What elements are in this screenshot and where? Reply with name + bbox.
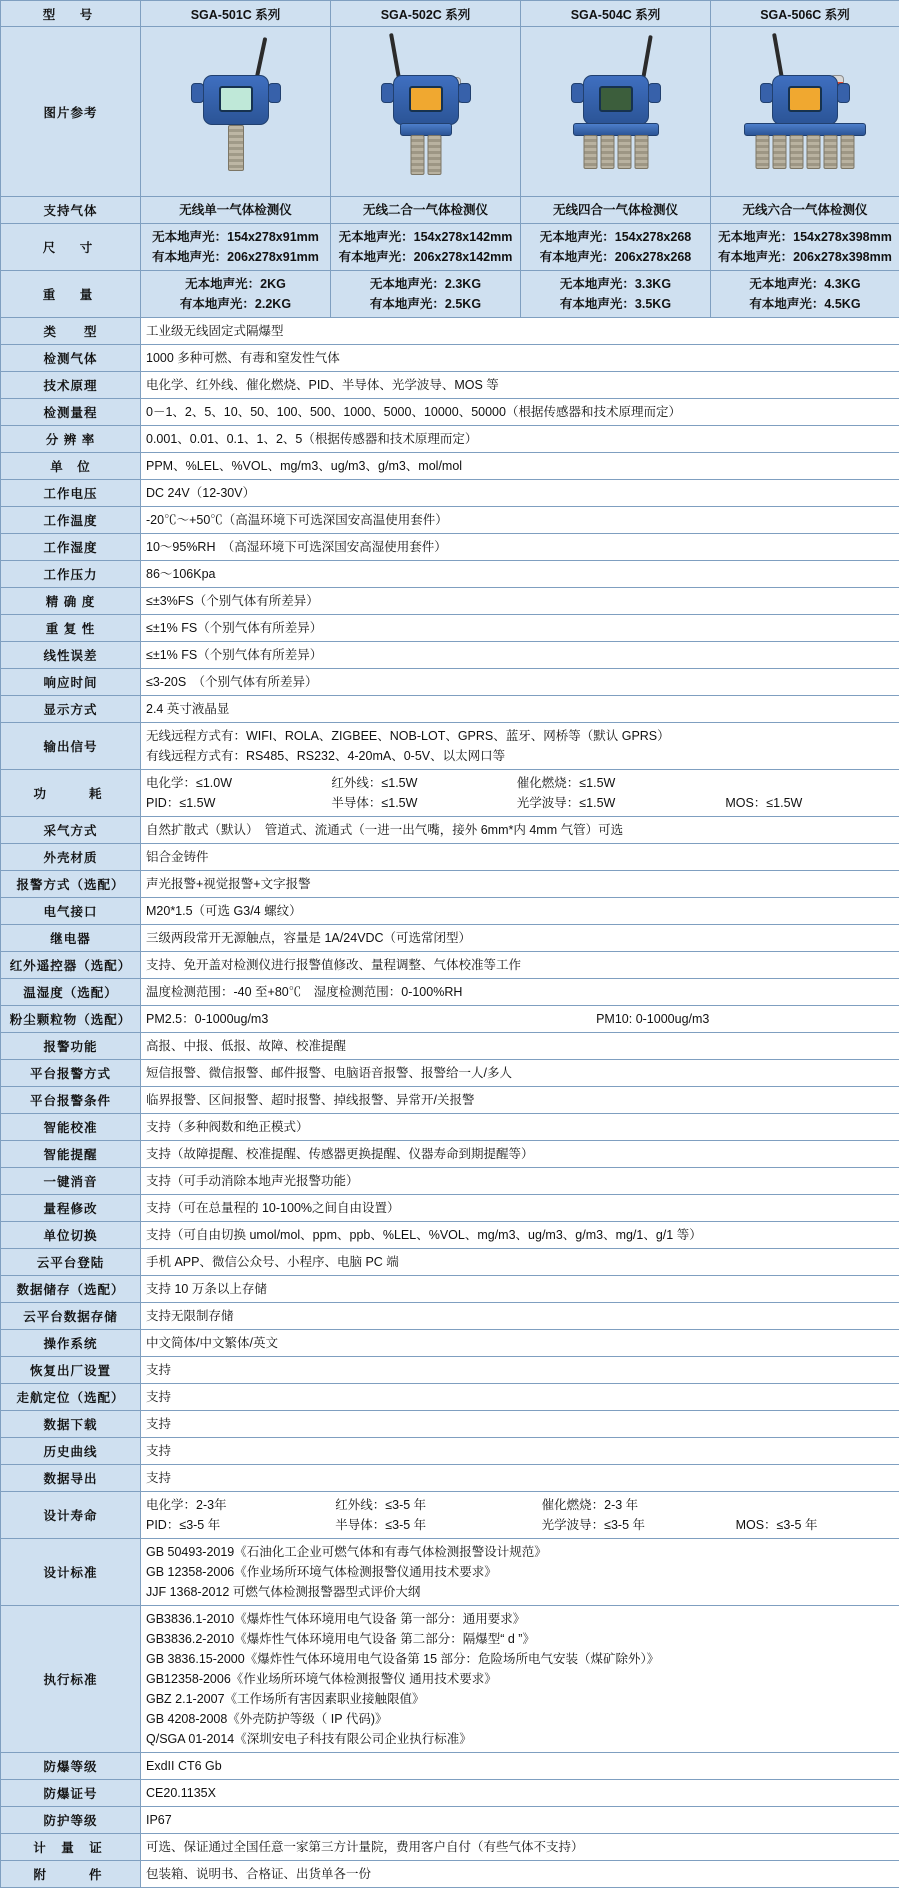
display-screen (599, 86, 633, 112)
row-value-detect-gas: 1000 多种可燃、有毒和窒发性气体 (141, 345, 899, 372)
table-row-mobile-positioning (1, 1384, 899, 1411)
enclosure-body (772, 75, 838, 125)
table-row-alarm-function (1, 1033, 899, 1060)
life-catalytic: 催化燃烧：2-3 年 (542, 1495, 736, 1515)
table-row-repeatability (1, 615, 899, 642)
table-row-platform-alarm-mode (1, 1060, 899, 1087)
enclosure-body (583, 75, 649, 125)
row-label-ip-rating: 防护等级 (1, 1807, 141, 1834)
row-value-data-export: 支持 (141, 1465, 899, 1492)
table-row-design-standard (1, 1539, 899, 1606)
row-label-accessories: 附 件 (1, 1861, 141, 1888)
size-with-alarm: 有本地声光：206x278x268 (526, 247, 705, 267)
table-row-ex-certificate (1, 1780, 899, 1807)
table-row-ir-remote (1, 952, 899, 979)
weight-without-alarm: 无本地声光：2.3KG (336, 274, 515, 294)
row-label-alarm-function: 报警功能 (1, 1033, 141, 1060)
product-image-501c (141, 27, 331, 197)
row-label-size: 尺 寸 (1, 224, 141, 271)
product-image-502c (331, 27, 521, 197)
table-row-sampling (1, 817, 899, 844)
row-label-dust: 粉尘颗粒物（选配） (1, 1006, 141, 1033)
display-screen (788, 86, 822, 112)
weight-value-502c (331, 271, 521, 318)
table-row-voltage (1, 480, 899, 507)
table-row-cloud-login (1, 1249, 899, 1276)
model-504c: SGA-504C 系列 (521, 1, 711, 27)
row-label-image-reference: 图片参考 (1, 27, 141, 197)
row-label-type: 类 型 (1, 318, 141, 345)
weight-without-alarm: 无本地声光：3.3KG (526, 274, 705, 294)
table-row-size (1, 224, 899, 271)
weight-value-506c (711, 271, 899, 318)
row-label-metrology-certificate: 计 量 证 (1, 1834, 141, 1861)
row-value-alarm-mode: 声光报警+视觉报警+文字报警 (141, 871, 899, 898)
row-value-mobile-positioning: 支持 (141, 1384, 899, 1411)
row-label-sampling: 采气方式 (1, 817, 141, 844)
power-catalytic: 催化燃烧：≤1.5W (517, 773, 726, 793)
table-row-temperature (1, 507, 899, 534)
life-optical: 光学波导：≤3-5 年 (542, 1515, 736, 1535)
model-501c: SGA-501C 系列 (141, 1, 331, 27)
table-row-unit-switch (1, 1222, 899, 1249)
table-row-housing (1, 844, 899, 871)
row-value-smart-reminder: 支持（故障提醒、校准提醒、传感器更换提醒、仪器寿命到期提醒等） (141, 1141, 899, 1168)
row-label-resolution: 分 辨 率 (1, 426, 141, 453)
power-optical: 光学波导：≤1.5W (517, 793, 726, 813)
row-label-accuracy: 精 确 度 (1, 588, 141, 615)
size-without-alarm: 无本地声光：154x278x142mm (336, 227, 515, 247)
table-row-weight (1, 271, 899, 318)
table-row-unit (1, 453, 899, 480)
weight-with-alarm: 有本地声光：4.5KG (716, 294, 894, 314)
row-label-ex-rating: 防爆等级 (1, 1753, 141, 1780)
power-semiconductor: 半导体：≤1.5W (331, 793, 516, 813)
row-value-pressure: 86～106Kpa (141, 561, 899, 588)
table-row-data-download (1, 1411, 899, 1438)
row-label-mobile-positioning: 走航定位（选配） (1, 1384, 141, 1411)
row-label-pressure: 工作压力 (1, 561, 141, 588)
row-label-response-time: 响应时间 (1, 669, 141, 696)
row-value-data-download: 支持 (141, 1411, 899, 1438)
dust-pm25: PM2.5：0-1000ug/m3 (146, 1009, 596, 1029)
row-value-electrical-interface: M20*1.5（可选 G3/4 螺纹） (141, 898, 899, 925)
row-value-resolution: 0.001、0.01、0.1、1、2、5（根据传感器和技术原理而定） (141, 426, 899, 453)
power-pid: PID：≤1.5W (146, 793, 331, 813)
row-label-display: 显示方式 (1, 696, 141, 723)
row-value-design-life (141, 1492, 899, 1539)
row-label-range: 检测量程 (1, 399, 141, 426)
row-value-humidity: 10～95%RH （高湿环境下可选深国安高湿使用套件） (141, 534, 899, 561)
design-standard-line: GB 12358-2006《作业场所环境气体检测报警仪通用技术要求》 (146, 1562, 894, 1582)
row-label-alarm-mode: 报警方式（选配） (1, 871, 141, 898)
power-mos: MOS：≤1.5W (725, 793, 894, 813)
row-label-voltage: 工作电压 (1, 480, 141, 507)
table-row-principle (1, 372, 899, 399)
sensor-probe (228, 125, 244, 171)
row-label-history-curve: 历史曲线 (1, 1438, 141, 1465)
antenna-icon (389, 33, 401, 79)
sensor-array (583, 135, 648, 169)
row-label-design-life: 设计寿命 (1, 1492, 141, 1539)
exec-standard-line: GB12358-2006《作业场所环境气体检测报警仪 通用技术要求》 (146, 1669, 894, 1689)
row-value-data-storage: 支持 10 万条以上存储 (141, 1276, 899, 1303)
size-value-504c (521, 224, 711, 271)
row-value-ex-rating: ExdII CT6 Gb (141, 1753, 899, 1780)
row-label-temp-humidity-option: 温湿度（选配） (1, 979, 141, 1006)
row-value-accuracy: ≤±3%FS（个别气体有所差异） (141, 588, 899, 615)
row-label-temperature: 工作温度 (1, 507, 141, 534)
row-label-humidity: 工作湿度 (1, 534, 141, 561)
exec-standard-line: GB3836.2-2010《爆炸性气体环境用电气设备 第二部分：隔爆型“ d ”》 (146, 1629, 894, 1649)
table-row-range (1, 399, 899, 426)
sensor-probe (583, 135, 597, 169)
row-value-display: 2.4 英寸液晶显 (141, 696, 899, 723)
enclosure-body (393, 75, 459, 125)
table-row-ip-rating (1, 1807, 899, 1834)
table-row-alarm-mode (1, 871, 899, 898)
row-value-principle: 电化学、红外线、催化燃烧、PID、半导体、光学波导、MOS 等 (141, 372, 899, 399)
size-without-alarm: 无本地声光：154x278x91mm (146, 227, 325, 247)
exec-standard-line: GB 4208-2008《外壳防护等级（ IP 代码)》 (146, 1709, 894, 1729)
table-row-model (1, 1, 899, 27)
row-label-cloud-storage: 云平台数据存储 (1, 1303, 141, 1330)
display-screen (219, 86, 253, 112)
table-row-pressure (1, 561, 899, 588)
device-illustration-hex (730, 31, 880, 193)
enclosure-body (203, 75, 269, 125)
exec-standard-line: GB3836.1-2010《爆炸性气体环境用电气设备 第一部分：通用要求》 (146, 1609, 894, 1629)
row-label-smart-calibration: 智能校准 (1, 1114, 141, 1141)
row-label-supported-gas: 支持气体 (1, 197, 141, 224)
product-image-504c (521, 27, 711, 197)
table-row-range-modify (1, 1195, 899, 1222)
row-label-platform-alarm-condition: 平台报警条件 (1, 1087, 141, 1114)
row-label-output-signal: 输出信号 (1, 723, 141, 770)
row-label-one-key-mute: 一键消音 (1, 1168, 141, 1195)
row-value-sampling: 自然扩散式（默认） 管道式、流通式（一进一出气嘴，接外 6mm*内 4mm 气管）可选 (141, 817, 899, 844)
device-illustration-dual (351, 31, 501, 193)
row-value-platform-alarm-condition: 临界报警、区间报警、超时报警、掉线报警、异常开/关报警 (141, 1087, 899, 1114)
sensor-array (756, 135, 855, 169)
row-value-alarm-function: 高报、中报、低报、故障、校准提醒 (141, 1033, 899, 1060)
table-row-accessories (1, 1861, 899, 1888)
weight-value-504c (521, 271, 711, 318)
sensor-probe (773, 135, 787, 169)
row-value-power (141, 770, 899, 817)
table-row-data-export (1, 1465, 899, 1492)
sensor-probe (634, 135, 648, 169)
row-label-model: 型 号 (1, 1, 141, 27)
sensor-probe (427, 135, 441, 175)
weight-without-alarm: 无本地声光：2KG (146, 274, 325, 294)
design-standard-line: GB 50493-2019《石油化工企业可燃气体和有毒气体检测报警设计规范》 (146, 1542, 894, 1562)
dust-pm10: PM10: 0-1000ug/m3 (596, 1009, 894, 1029)
row-value-cloud-login: 手机 APP、微信公众号、小程序、电脑 PC 端 (141, 1249, 899, 1276)
product-image-506c (711, 27, 899, 197)
size-without-alarm: 无本地声光：154x278x398mm (716, 227, 894, 247)
life-pid: PID：≤3-5 年 (146, 1515, 335, 1535)
row-value-ex-certificate: CE20.1135X (141, 1780, 899, 1807)
life-infrared: 红外线：≤3-5 年 (335, 1495, 541, 1515)
row-value-accessories: 包装箱、说明书、合格证、出货单各一份 (141, 1861, 899, 1888)
row-label-factory-reset: 恢复出厂设置 (1, 1357, 141, 1384)
table-row-one-key-mute (1, 1168, 899, 1195)
wireless-options: 无线远程方式有：WIFI、ROLA、ZIGBEE、NOB-LOT、GPRS、蓝牙、网桥等（默认 GPRS） (146, 726, 894, 746)
row-label-data-storage: 数据储存（选配） (1, 1276, 141, 1303)
row-label-detect-gas: 检测气体 (1, 345, 141, 372)
size-without-alarm: 无本地声光：154x278x268 (526, 227, 705, 247)
wired-options: 有线远程方式有：RS485、RS232、4-20mA、0-5V、以太网口等 (146, 746, 894, 766)
table-row-smart-calibration (1, 1114, 899, 1141)
row-label-weight: 重 量 (1, 271, 141, 318)
sensor-probe (756, 135, 770, 169)
life-semiconductor: 半导体：≤3-5 年 (335, 1515, 541, 1535)
size-with-alarm: 有本地声光：206x278x91mm (146, 247, 325, 267)
row-label-power: 功 耗 (1, 770, 141, 817)
row-value-cloud-storage: 支持无限制存储 (141, 1303, 899, 1330)
table-row-output-signal (1, 723, 899, 770)
row-label-platform-alarm-mode: 平台报警方式 (1, 1060, 141, 1087)
row-label-repeatability: 重 复 性 (1, 615, 141, 642)
antenna-icon (772, 33, 784, 79)
row-label-linearity: 线性误差 (1, 642, 141, 669)
table-row-ex-rating (1, 1753, 899, 1780)
table-row-smart-reminder (1, 1141, 899, 1168)
row-value-unit: PPM、%LEL、%VOL、mg/m3、ug/m3、g/m3、mol/mol (141, 453, 899, 480)
row-value-linearity: ≤±1% FS（个别气体有所差异） (141, 642, 899, 669)
sensor-probe (790, 135, 804, 169)
table-row-metrology-certificate (1, 1834, 899, 1861)
sensor-array (410, 135, 441, 175)
row-label-os: 操作系统 (1, 1330, 141, 1357)
table-row-display (1, 696, 899, 723)
exec-standard-line: GB 3836.15-2000《爆炸性气体环境用电气设备第 15 部分：危险场所电气安装（煤矿除外）》 (146, 1649, 894, 1669)
mounting-lug-right (648, 83, 661, 103)
row-label-cloud-login: 云平台登陆 (1, 1249, 141, 1276)
weight-with-alarm: 有本地声光：2.5KG (336, 294, 515, 314)
row-value-voltage: DC 24V（12-30V） (141, 480, 899, 507)
row-label-smart-reminder: 智能提醒 (1, 1141, 141, 1168)
row-value-history-curve: 支持 (141, 1438, 899, 1465)
size-value-506c (711, 224, 899, 271)
table-row-factory-reset (1, 1357, 899, 1384)
row-value-type: 工业级无线固定式隔爆型 (141, 318, 899, 345)
row-value-output-signal (141, 723, 899, 770)
row-value-smart-calibration: 支持（多种阀数和绝正模式） (141, 1114, 899, 1141)
row-value-platform-alarm-mode: 短信报警、微信报警、邮件报警、电脑语音报警、报警给一人/多人 (141, 1060, 899, 1087)
gas-value-502c: 无线二合一气体检测仪 (331, 197, 521, 224)
gas-value-501c: 无线单一气体检测仪 (141, 197, 331, 224)
mounting-lug-right (458, 83, 471, 103)
table-row-response-time (1, 669, 899, 696)
row-label-unit-switch: 单位切换 (1, 1222, 141, 1249)
gas-value-504c: 无线四合一气体检测仪 (521, 197, 711, 224)
mounting-lug-right (268, 83, 281, 103)
weight-with-alarm: 有本地声光：3.5KG (526, 294, 705, 314)
row-value-range: 0－1、2、5、10、50、100、500、1000、5000、10000、50000（根据传感器和技术原理而定） (141, 399, 899, 426)
weight-without-alarm: 无本地声光：4.3KG (716, 274, 894, 294)
row-value-one-key-mute: 支持（可手动消除本地声光报警功能） (141, 1168, 899, 1195)
life-electrochemical: 电化学：2-3年 (146, 1495, 335, 1515)
table-row-relay (1, 925, 899, 952)
row-label-design-standard: 设计标准 (1, 1539, 141, 1606)
sensor-probe (617, 135, 631, 169)
row-label-range-modify: 量程修改 (1, 1195, 141, 1222)
power-electrochemical: 电化学：≤1.0W (146, 773, 331, 793)
row-value-metrology-certificate: 可选、保证通过全国任意一家第三方计量院，费用客户自付（有些气体不支持） (141, 1834, 899, 1861)
row-label-electrical-interface: 电气接口 (1, 898, 141, 925)
sensor-probe (807, 135, 821, 169)
weight-with-alarm: 有本地声光：2.2KG (146, 294, 325, 314)
row-value-factory-reset: 支持 (141, 1357, 899, 1384)
row-value-relay: 三级两段常开无源触点，容量是 1A/24VDC（可选常闭型） (141, 925, 899, 952)
row-value-exec-standard (141, 1606, 899, 1753)
size-with-alarm: 有本地声光：206x278x142mm (336, 247, 515, 267)
table-row-resolution (1, 426, 899, 453)
life-mos: MOS：≤3-5 年 (736, 1515, 894, 1535)
mounting-lug-right (837, 83, 850, 103)
row-label-unit: 单 位 (1, 453, 141, 480)
exec-standard-line: GBZ 2.1-2007《工作场所有害因素职业接触限值》 (146, 1689, 894, 1709)
gas-value-506c: 无线六合一气体检测仪 (711, 197, 899, 224)
table-row-exec-standard (1, 1606, 899, 1753)
row-label-principle: 技术原理 (1, 372, 141, 399)
table-row-power (1, 770, 899, 817)
row-value-temperature: -20℃～+50℃（高温环境下可选深国安高温使用套件） (141, 507, 899, 534)
table-row-data-storage (1, 1276, 899, 1303)
row-value-repeatability: ≤±1% FS（个别气体有所差异） (141, 615, 899, 642)
sensor-probe (824, 135, 838, 169)
row-value-os: 中文简体/中文繁体/英文 (141, 1330, 899, 1357)
table-row-design-life (1, 1492, 899, 1539)
table-row-supported-gas (1, 197, 899, 224)
exec-standard-line: Q/SGA 01-2014《深圳安电子科技有限公司企业执行标准》 (146, 1729, 894, 1749)
row-value-dust (141, 1006, 899, 1033)
table-row-humidity (1, 534, 899, 561)
size-value-501c (141, 224, 331, 271)
row-value-temp-humidity-option: 温度检测范围：-40 至+80℃ 湿度检测范围：0-100%RH (141, 979, 899, 1006)
display-screen (409, 86, 443, 112)
sensor-probe (410, 135, 424, 175)
row-label-data-export: 数据导出 (1, 1465, 141, 1492)
row-label-exec-standard: 执行标准 (1, 1606, 141, 1753)
power-infrared: 红外线：≤1.5W (331, 773, 516, 793)
row-value-unit-switch: 支持（可自由切换 umol/mol、ppm、ppb、%LEL、%VOL、mg/m3、ug/m3、g/m3、mg/1、g/1 等） (141, 1222, 899, 1249)
table-row-linearity (1, 642, 899, 669)
row-value-ip-rating: IP67 (141, 1807, 899, 1834)
row-label-data-download: 数据下载 (1, 1411, 141, 1438)
antenna-icon (641, 34, 653, 78)
table-row-detect-gas (1, 345, 899, 372)
size-value-502c (331, 224, 521, 271)
row-label-ex-certificate: 防爆证号 (1, 1780, 141, 1807)
table-row-type (1, 318, 899, 345)
row-label-housing: 外壳材质 (1, 844, 141, 871)
model-506c: SGA-506C 系列 (711, 1, 899, 27)
device-illustration-single (161, 31, 311, 193)
row-label-relay: 继电器 (1, 925, 141, 952)
table-row-images (1, 27, 899, 197)
table-row-accuracy (1, 588, 899, 615)
sensor-probe (600, 135, 614, 169)
table-row-electrical-interface (1, 898, 899, 925)
row-value-response-time: ≤3-20S （个别气体有所差异） (141, 669, 899, 696)
row-label-ir-remote: 红外遥控器（选配） (1, 952, 141, 979)
weight-value-501c (141, 271, 331, 318)
antenna-icon (254, 37, 267, 79)
design-standard-line: JJF 1368-2012 可燃气体检测报警器型式评价大纲 (146, 1582, 894, 1602)
row-value-design-standard (141, 1539, 899, 1606)
table-row-dust (1, 1006, 899, 1033)
size-with-alarm: 有本地声光：206x278x398mm (716, 247, 894, 267)
row-value-range-modify: 支持（可在总量程的 10-100%之间自由设置） (141, 1195, 899, 1222)
table-row-temp-humidity-option (1, 979, 899, 1006)
device-illustration-quad (541, 31, 691, 193)
table-row-history-curve (1, 1438, 899, 1465)
sensor-probe (841, 135, 855, 169)
table-row-cloud-storage (1, 1303, 899, 1330)
table-row-os (1, 1330, 899, 1357)
row-value-ir-remote: 支持、免开盖对检测仪进行报警值修改、量程调整、气体校准等工作 (141, 952, 899, 979)
row-value-housing: 铝合金铸件 (141, 844, 899, 871)
table-row-platform-alarm-condition (1, 1087, 899, 1114)
model-502c: SGA-502C 系列 (331, 1, 521, 27)
